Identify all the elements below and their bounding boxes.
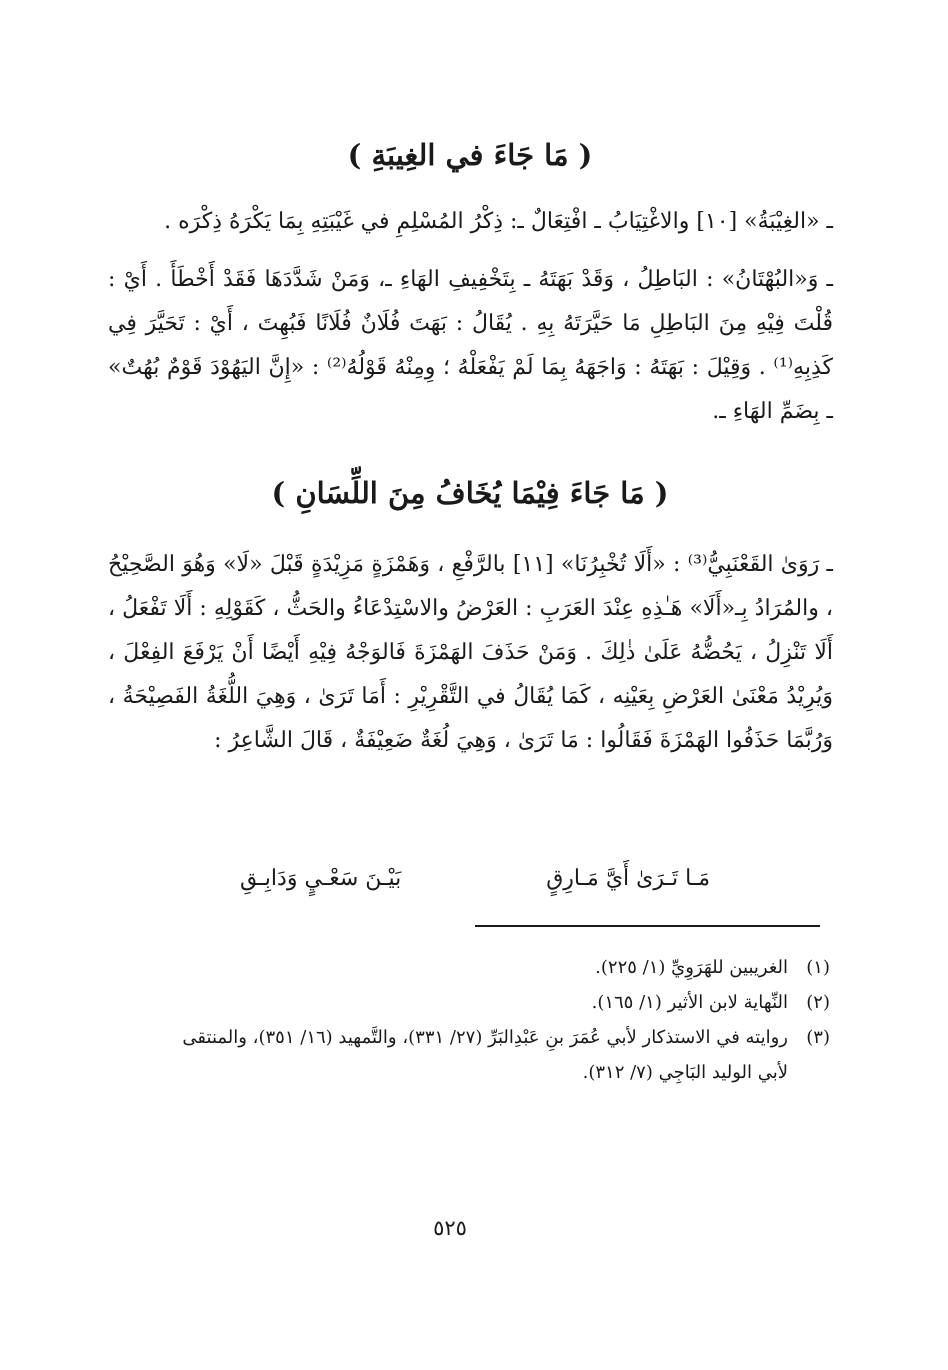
footnote-3 — [100, 1020, 830, 1055]
footnote-number: (١) — [806, 957, 830, 978]
footnote-number: (٣) — [806, 1027, 830, 1048]
poetry-verse — [240, 866, 710, 891]
paragraph-buhtan: ـ وَ«البُهْتَانُ» : البَاطِلُ ، وَقَدْ بَهَتَهُ ـ بِتَخْفِيفِ الهَاءِ ـ، وَمَنْ شَدَّدَهَا فَقَدْ أَخْطَأَ . أَيْ : قُلْتَ فِيْهِ مِنَ البَاطِلِ مَا حَيَّرَتَهُ بِهِ . يُقَالُ : بَهَتَ فُلَانٌ فُلَانًا فَبُهِتَ ، أَيْ : تَحَيَّرَ فِي كَذِبِهِ⁽¹⁾ . وَقِيْلَ : بَهَتَهُ : وَاجَهَهُ بِمَا لَمْ يَفْعَلْهُ ؛ وِمِنْهُ قَوْلُهُ⁽²⁾ : «إِنَّ اليَهُوْدَ قَوْمٌ بُهُتٌ» ـ بِضَمِّ الهَاءِ ـ. — [108, 267, 833, 424]
section-heading-lisan: ( مَا جَاءَ فِيْمَا يُخَافُ مِنَ اللِّسَانِ ) — [271, 476, 669, 510]
footnote-text: النِّهاية لابن الأثير (١/ ١٦٥). — [591, 992, 788, 1013]
footnote-text: روايته في الاستذكار لأبي عُمَرَ بنِ عَبْدِالبَرِّ (٢٧/ ٣٣١)، والتَّمهيد (١٦/ ٣٥١)، والمنتقى — [182, 1027, 788, 1048]
footnote-divider — [475, 925, 820, 927]
footnotes — [100, 950, 830, 1090]
footnote-1 — [100, 950, 830, 985]
footnote-number: (٢) — [806, 992, 830, 1013]
footnote-text: الغريبين للهَرَوِيِّ (١/ ٢٢٥). — [595, 957, 788, 978]
section-heading-ghiba: ( مَا جَاءَ في الغِيبَةِ ) — [347, 138, 593, 172]
verse-first-hemistich: مَـا تَـرَىٰ أَيَّ مَـارِقٍ — [546, 866, 710, 891]
footnote-3-continuation: لأبي الوليد البَاجِي (٧/ ٣١٢). — [582, 1062, 788, 1083]
paragraph-ghiba: ـ «الغِيْبَةُ» [١٠] والاغْتِيَابُ ـ افْتِعَالٌ ـ: ذِكْرُ المُسْلِمِ في غَيْبَتِهِ بِمَا يَكْرَهُ ذِكْرَه . — [164, 209, 833, 234]
page-number: ٥٢٥ — [433, 1216, 467, 1240]
footnote-2 — [100, 985, 830, 1020]
paragraph-lisan: ـ رَوَىٰ القَعْنَبِيُّ⁽³⁾ : «أَلَا تُخْبِرُنَا» [١١] بالرَّفْعِ ، وَهَمْزَةٍ مَزِيْدَةٍ قَبْلَ «لَا» وَهُوَ الصَّحِيْحُ ، والمُرَادُ بِـ«أَلَا» هَـٰذِهِ عِنْدَ العَرَبِ : العَرْضُ والاسْتِدْعَاءُ والحَثُّ ، كَقَوْلِهِ : أَلَا تَفْعَلُ ، أَلَا تَنْزِلُ ، يَحُضُّهُ عَلَىٰ ذٰلِكَ . وَمَنْ حَذَفَ الهَمْزَةَ فَالوَجْهُ فِيْهِ أَيْضًا أَنْ يَرْفَعَ الفِعْلَ ، وَيُرِيْدُ مَعْنَىٰ العَرْضِ بِعَيْنِه ، كَمَا يُقَالُ في التَّقْرِيْرِ : أَمَا تَرَىٰ ، وَهِيَ اللُّغَةُ الفَصِيْحَةُ ، وَرُبَّمَا حَذَفُوا الهَمْزَةَ فَقَالُوا : مَا تَرَىٰ ، وَهِيَ لُغَةٌ ضَعِيْفَةٌ ، قَالَ الشَّاعِرُ : — [108, 552, 833, 753]
verse-second-hemistich: بَيْـنَ سَعْـيٍ وَدَابِـقِ — [240, 866, 402, 891]
